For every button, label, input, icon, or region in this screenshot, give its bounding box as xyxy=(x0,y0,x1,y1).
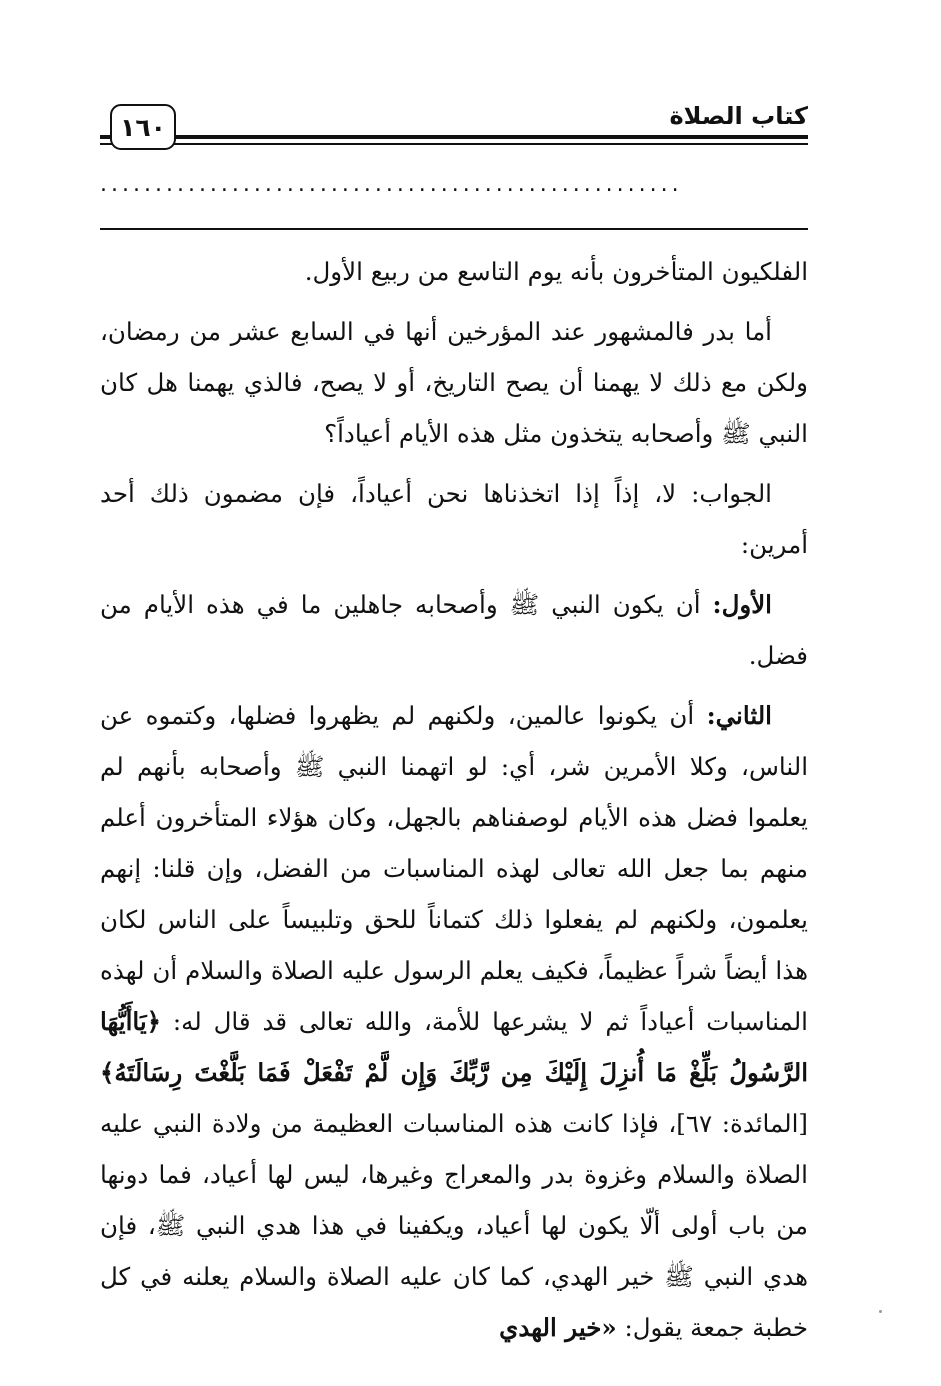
body-text xyxy=(100,246,808,1362)
paragraph-5 xyxy=(100,690,808,1353)
second-point-text: أن يكونوا عالمين، ولكنهم لم يظهروا فضلها، وكتموه عن الناس، وكلا الأمرين شر، أي: لو اتهمنا النبي ﷺ وأصحابه بأنهم لم يعلموا فضل هذه الأيام لوصفناهم بالجهل، وكان هؤلاء المتأخرون أعلم منهم بما جعل الله تعالى لهذه المناسبات من الفضل، وإن قلنا: إنهم يعلمون، ولكنهم لم يفعلوا ذلك كتماناً للحق وتلبيساً على الناس لكان هذا أيضاً شراً عظيماً، فكيف يعلم الرسول عليه الصلاة والسلام أن لهذه المناسبات أعياداً ثم لا يشرعها للأمة، والله تعالى قد قال له: xyxy=(100,701,808,1036)
hadith-quote: «خير الهدي xyxy=(499,1313,617,1342)
first-point-label: الأول: xyxy=(712,590,772,619)
paragraph-1: الفلكيون المتأخرون بأنه يوم التاسع من ربيع الأول. xyxy=(304,257,808,286)
first-point-text: أن يكون النبي ﷺ وأصحابه جاهلين ما في هذه الأيام من فضل. xyxy=(100,590,808,670)
page-number: ١٦٠ xyxy=(110,104,176,150)
paragraph-2: أما بدر فالمشهور عند المؤرخين أنها في السابع عشر من رمضان، ولكن مع ذلك لا يهمنا أن يصح التاريخ، أو لا يصح، فالذي يهمنا هل كان النبي ﷺ وأصحابه يتخذون مثل هذه الأيام أعياداً؟ xyxy=(100,317,808,448)
book-title: كتاب الصلاة xyxy=(669,102,808,130)
header-rule-thick xyxy=(100,135,808,139)
footnote-separator xyxy=(100,228,808,230)
paragraph-3: الجواب: لا، إذاً إذا اتخذناها نحن أعياداً، فإن مضمون ذلك أحد أمرين: xyxy=(100,479,808,559)
second-point-continuation: [المائدة: ٦٧]، فإذا كانت هذه المناسبات العظيمة من ولادة النبي عليه الصلاة والسلام وغزوة بدر والمعراج وغيرها، ليس لها أعياد، فما دونها من باب أولى ألّا يكون لها أعياد، ويكفينا في هذا هدي النبي ﷺ، فإن هدي النبي ﷺ خير الهدي، كما كان عليه الصلاة والسلام يعلنه في كل خطبة جمعة يقول: xyxy=(100,1109,808,1342)
footnote-dots: ..................................................... xyxy=(100,172,683,197)
page-header xyxy=(100,98,808,150)
scan-speck xyxy=(879,1310,882,1313)
header-rule-thin xyxy=(100,143,808,145)
second-point-label: الثاني: xyxy=(706,701,772,730)
paragraph-4 xyxy=(100,579,808,681)
quran-verse: ﴿يَاأَيُّهَا الرَّسُولُ بَلِّغْ مَا أُنزِلَ إِلَيْكَ مِن رَّبِّكَ وَإِن لَّمْ تَفْعَلْ فَمَا بَلَّغْتَ رِسَالَتَهُ﴾ xyxy=(100,1007,808,1087)
